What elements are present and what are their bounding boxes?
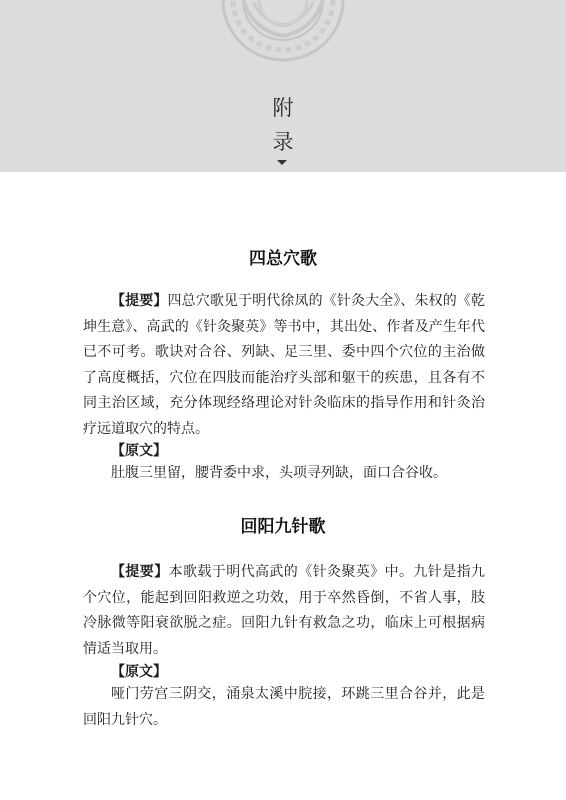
decorative-seal-ornament (196, 0, 370, 64)
summary-label: 【提要】 (111, 564, 169, 580)
caret-down-icon (277, 160, 287, 165)
header-title-char-1: 附 (272, 96, 294, 120)
original-text: 哑门劳宫三阴交，涌泉太溪中脘接，环跳三里合谷并，此是回阳九针穴。 (83, 686, 485, 728)
original-label: 【原文】 (111, 664, 167, 680)
section-title: 四总穴歌 (249, 249, 317, 269)
summary-paragraph (83, 560, 485, 662)
summary-paragraph (83, 289, 485, 442)
section-title: 回阳九针歌 (240, 517, 326, 537)
header-banner (0, 0, 566, 172)
original-text: 肚腹三里留，腰背委中求，头项寻列缺，面口合谷收。 (111, 465, 447, 481)
summary-text: 本歌载于明代高武的《针灸聚英》中。九针是指九个穴位，能起到回阳救逆之功效，用于卒然昏倒，不省人事，肢冷脉微等阳衰欲脱之症。回阳九针有救急之功，临床上可根据病情适当取用。 (83, 564, 486, 657)
summary-text: 四总穴歌见于明代徐凤的《针灸大全》、朱权的《乾坤生意》、高武的《针灸聚英》等书中，其出处、作者及产生年代已不可考。歌诀对合谷、列缺、足三里、委中四个穴位的主治做了高度概括，穴位在四肢而能治疗头部和躯干的疾患，且各有不同主治区域，充分体现经络理论对针灸临床的指导作用和针灸治疗远道取穴的特点。 (83, 293, 486, 437)
original-label: 【原文】 (111, 443, 167, 459)
header-title-char-2: 录 (272, 130, 294, 154)
summary-label: 【提要】 (111, 293, 168, 309)
